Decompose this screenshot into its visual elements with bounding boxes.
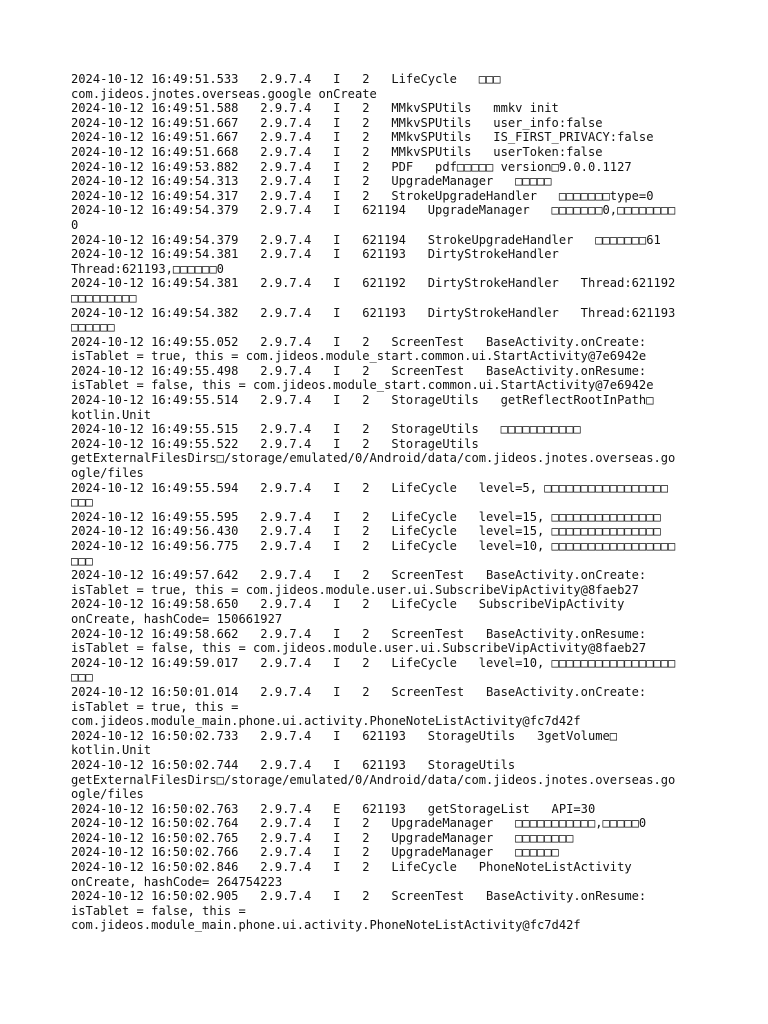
log-line: kotlin.Unit xyxy=(71,743,152,758)
log-line: 2024-10-12 16:49:55.498 2.9.7.4 I 2 ScreenTest BaseActivity.onResume: xyxy=(71,363,647,378)
log-line: isTablet = true, this = xyxy=(71,699,239,714)
log-line: □□□□□□ xyxy=(71,320,115,335)
log-line: 2024-10-12 16:49:56.430 2.9.7.4 I 2 LifeCycle level=15, □□□□□□□□□□□□□□□ xyxy=(71,524,661,539)
log-line: com.jideos.module_main.phone.ui.activity.PhoneNoteListActivity@fc7d42f xyxy=(71,714,581,729)
log-line: 2024-10-12 16:49:55.522 2.9.7.4 I 2 StorageUtils xyxy=(71,436,479,451)
log-line: isTablet = false, this = xyxy=(71,903,246,918)
log-line: 2024-10-12 16:49:51.667 2.9.7.4 I 2 MMkvSPUtils IS_FIRST_PRIVACY:false xyxy=(71,130,654,145)
log-line: ogle/files xyxy=(71,466,144,481)
log-line: □□□ xyxy=(71,670,93,685)
log-line: 2024-10-12 16:49:54.381 2.9.7.4 I 621193 DirtyStrokeHandler xyxy=(71,247,559,262)
log-line: 2024-10-12 16:50:02.733 2.9.7.4 I 621193 StorageUtils 3getVolume□ xyxy=(71,728,618,743)
log-line: □□□ xyxy=(71,495,93,510)
log-line: 2024-10-12 16:49:54.379 2.9.7.4 I 621194 UpgradeManager □□□□□□□0,□□□□□□□□ xyxy=(71,203,676,218)
log-line: 2024-10-12 16:49:55.514 2.9.7.4 I 2 StorageUtils getReflectRootInPath□ xyxy=(71,393,654,408)
log-page xyxy=(71,72,701,933)
log-line: isTablet = false, this = com.jideos.module_start.common.ui.StartActivity@7e6942e xyxy=(71,378,654,393)
log-line: 2024-10-12 16:49:56.775 2.9.7.4 I 2 LifeCycle level=10, □□□□□□□□□□□□□□□□□ xyxy=(71,539,676,553)
log-line: 2024-10-12 16:50:02.765 2.9.7.4 I 2 UpgradeManager □□□□□□□□ xyxy=(71,830,574,845)
log-line: 2024-10-12 16:50:02.763 2.9.7.4 E 621193 getStorageList API=30 xyxy=(71,801,596,816)
log-line: Thread:621193,□□□□□□0 xyxy=(71,261,224,276)
log-line: getExternalFilesDirs□/storage/emulated/0/Android/data/com.jideos.jnotes.overseas.go xyxy=(71,772,676,787)
log-line: 2024-10-12 16:49:51.667 2.9.7.4 I 2 MMkvSPUtils user_info:false xyxy=(71,115,603,130)
log-line: ogle/files xyxy=(71,787,144,802)
log-line: isTablet = true, this = com.jideos.module.user.ui.SubscribeVipActivity@8faeb27 xyxy=(71,582,639,597)
log-line: 2024-10-12 16:49:53.882 2.9.7.4 I 2 PDF pdf□□□□□ version□9.0.0.1127 xyxy=(71,159,632,174)
log-text xyxy=(71,72,701,933)
log-line: 2024-10-12 16:49:55.595 2.9.7.4 I 2 LifeCycle level=15, □□□□□□□□□□□□□□□ xyxy=(71,509,661,524)
log-line: isTablet = true, this = com.jideos.module_start.common.ui.StartActivity@7e6942e xyxy=(71,349,647,364)
log-line: com.jideos.jnotes.overseas.google onCreate xyxy=(71,86,377,101)
log-line: 2024-10-12 16:50:02.846 2.9.7.4 I 2 LifeCycle PhoneNoteListActivity xyxy=(71,860,632,875)
log-line: 2024-10-12 16:49:54.317 2.9.7.4 I 2 StrokeUpgradeHandler □□□□□□□type=0 xyxy=(71,188,654,203)
log-line: isTablet = false, this = com.jideos.module.user.ui.SubscribeVipActivity@8faeb27 xyxy=(71,641,647,656)
log-line: 2024-10-12 16:50:02.744 2.9.7.4 I 621193 StorageUtils xyxy=(71,757,516,772)
log-line: onCreate, hashCode= 264754223 xyxy=(71,874,283,889)
log-line: 2024-10-12 16:50:02.766 2.9.7.4 I 2 UpgradeManager □□□□□□ xyxy=(71,845,559,860)
log-line: getExternalFilesDirs□/storage/emulated/0/Android/data/com.jideos.jnotes.overseas.go xyxy=(71,451,676,466)
log-line: 2024-10-12 16:49:55.515 2.9.7.4 I 2 StorageUtils □□□□□□□□□□□ xyxy=(71,422,581,437)
log-line: 2024-10-12 16:49:55.052 2.9.7.4 I 2 ScreenTest BaseActivity.onCreate: xyxy=(71,334,647,349)
log-line: kotlin.Unit xyxy=(71,407,152,422)
log-line: 2024-10-12 16:50:02.905 2.9.7.4 I 2 ScreenTest BaseActivity.onResume: xyxy=(71,889,647,904)
log-line: onCreate, hashCode= 150661927 xyxy=(71,611,283,626)
log-line: 2024-10-12 16:49:55.594 2.9.7.4 I 2 LifeCycle level=5, □□□□□□□□□□□□□□□□□ xyxy=(71,480,669,495)
log-line: 2024-10-12 16:49:54.382 2.9.7.4 I 621193 DirtyStrokeHandler Thread:621193 xyxy=(71,305,676,320)
log-line: 2024-10-12 16:49:54.313 2.9.7.4 I 2 UpgradeManager □□□□□ xyxy=(71,174,552,189)
log-line: 2024-10-12 16:49:51.668 2.9.7.4 I 2 MMkvSPUtils userToken:false xyxy=(71,144,603,159)
log-line: com.jideos.module_main.phone.ui.activity.PhoneNoteListActivity@fc7d42f xyxy=(71,918,581,933)
log-line: 2024-10-12 16:49:57.642 2.9.7.4 I 2 ScreenTest BaseActivity.onCreate: xyxy=(71,568,647,583)
log-line: 2024-10-12 16:49:58.662 2.9.7.4 I 2 ScreenTest BaseActivity.onResume: xyxy=(71,626,647,641)
log-line: 2024-10-12 16:49:58.650 2.9.7.4 I 2 LifeCycle SubscribeVipActivity xyxy=(71,597,625,612)
log-line: 2024-10-12 16:49:51.533 2.9.7.4 I 2 LifeCycle □□□ xyxy=(71,72,501,86)
log-line: 2024-10-12 16:49:59.017 2.9.7.4 I 2 LifeCycle level=10, □□□□□□□□□□□□□□□□□ xyxy=(71,655,676,670)
log-line: 0 xyxy=(71,217,79,232)
log-line: 2024-10-12 16:50:02.764 2.9.7.4 I 2 UpgradeManager □□□□□□□□□□□,□□□□□0 xyxy=(71,816,647,831)
log-line: □□□ xyxy=(71,553,93,568)
log-line: □□□□□□□□□ xyxy=(71,290,137,305)
log-line: 2024-10-12 16:49:54.379 2.9.7.4 I 621194 StrokeUpgradeHandler □□□□□□□61 xyxy=(71,232,661,247)
log-line: 2024-10-12 16:49:54.381 2.9.7.4 I 621192 DirtyStrokeHandler Thread:621192 xyxy=(71,276,676,291)
log-line: 2024-10-12 16:49:51.588 2.9.7.4 I 2 MMkvSPUtils mmkv init xyxy=(71,101,559,116)
log-line: 2024-10-12 16:50:01.014 2.9.7.4 I 2 ScreenTest BaseActivity.onCreate: xyxy=(71,684,647,699)
